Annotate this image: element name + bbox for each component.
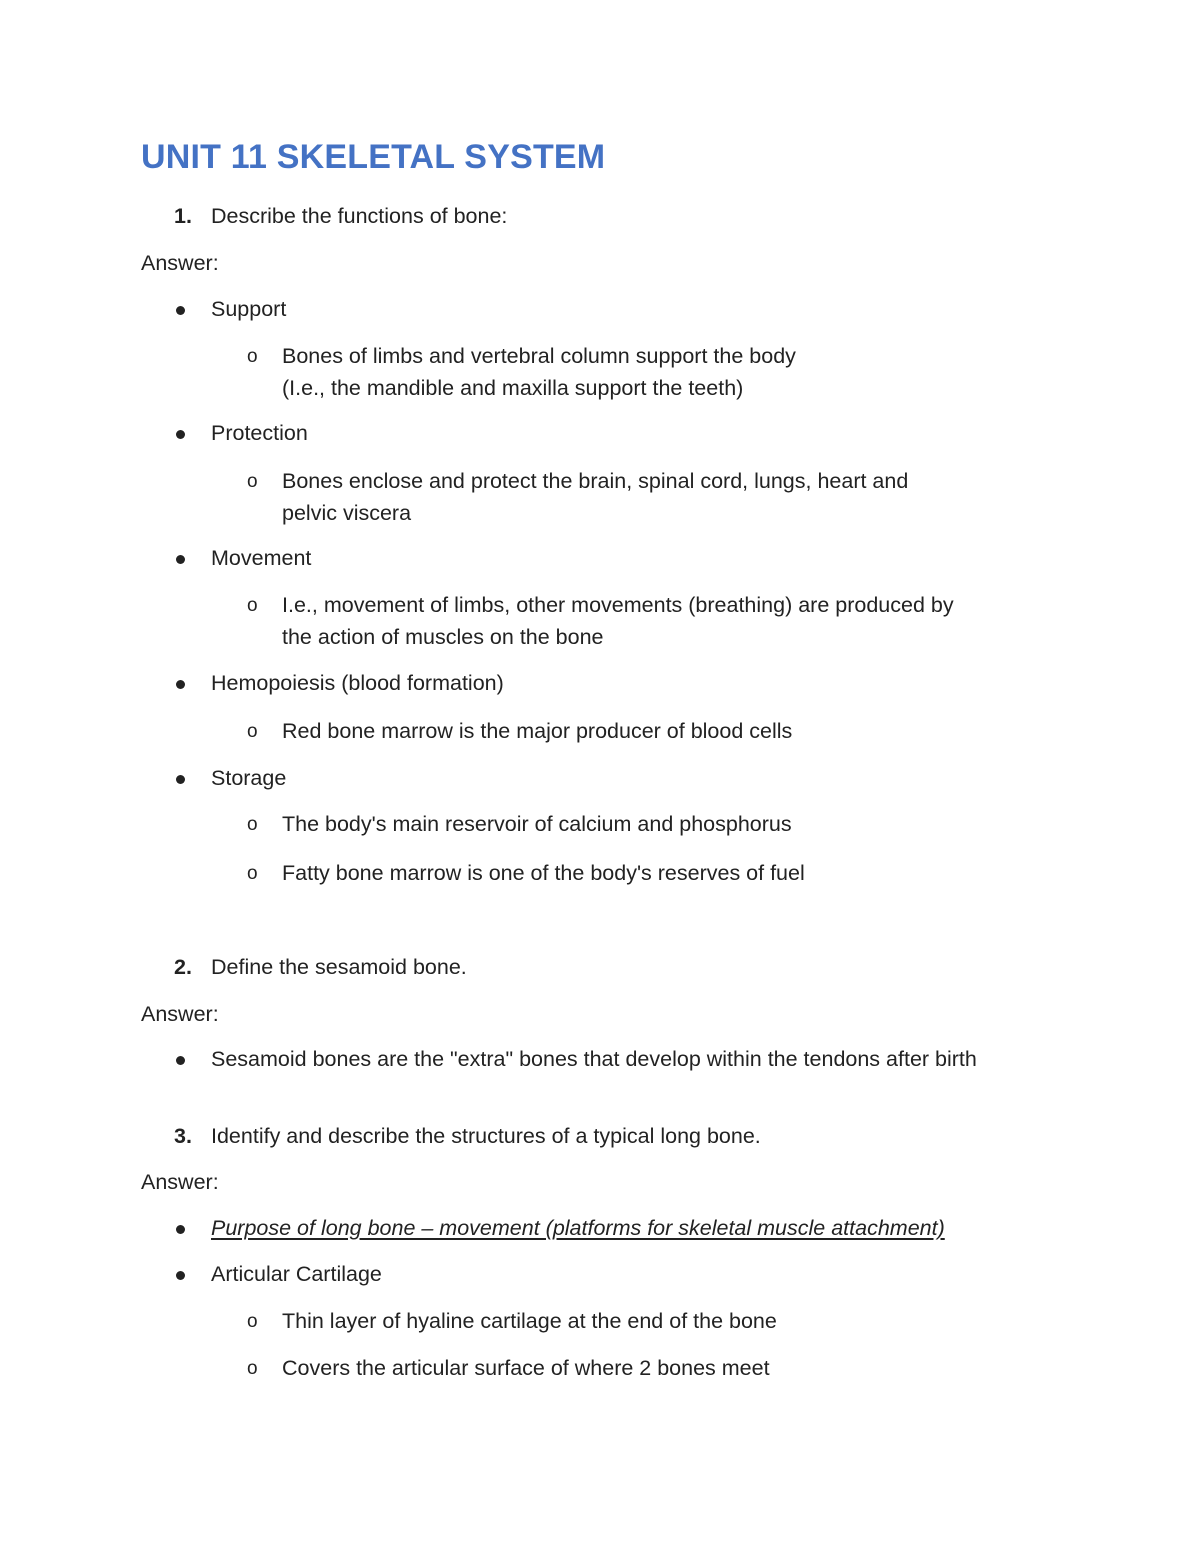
q1-hemopoiesis-line-1: Red bone marrow is the major producer of blood cells bbox=[282, 719, 793, 743]
bullet-icon bbox=[176, 775, 185, 784]
bullet-icon bbox=[176, 1225, 185, 1234]
q1-protection-line-1: Bones enclose and protect the brain, spinal cord, lungs, heart and bbox=[282, 469, 909, 493]
q1-item-movement: Movement bbox=[211, 546, 312, 570]
page-title: UNIT 11 SKELETAL SYSTEM bbox=[141, 138, 606, 176]
bullet-icon bbox=[176, 680, 185, 689]
q2-number: 2. bbox=[174, 955, 192, 979]
q1-item-protection: Protection bbox=[211, 421, 308, 445]
bullet-icon bbox=[176, 555, 185, 564]
q1-storage-line-2: Fatty bone marrow is one of the body's reserves of fuel bbox=[282, 861, 805, 885]
circle-bullet-icon: o bbox=[247, 1311, 258, 1332]
circle-bullet-icon: o bbox=[247, 863, 258, 884]
circle-bullet-icon: o bbox=[247, 471, 258, 492]
q2-text: Define the sesamoid bone. bbox=[211, 955, 467, 979]
q1-support-line-1: Bones of limbs and vertebral column support the body bbox=[282, 344, 796, 368]
q3-text: Identify and describe the structures of a typical long bone. bbox=[211, 1124, 761, 1148]
q3-number: 3. bbox=[174, 1124, 192, 1148]
q1-protection-line-2: pelvic viscera bbox=[282, 501, 412, 525]
q2-item-sesamoid: Sesamoid bones are the "extra" bones that develop within the tendons after birth bbox=[211, 1047, 977, 1071]
q2-answer-label: Answer: bbox=[141, 1002, 219, 1026]
q1-movement-line-1: I.e., movement of limbs, other movements (breathing) are produced by bbox=[282, 593, 954, 617]
q1-support-line-2: (I.e., the mandible and maxilla support the teeth) bbox=[282, 376, 744, 400]
q1-number: 1. bbox=[174, 204, 192, 228]
bullet-icon bbox=[176, 1056, 185, 1065]
q1-item-hemopoiesis: Hemopoiesis (blood formation) bbox=[211, 671, 504, 695]
bullet-icon bbox=[176, 306, 185, 315]
q1-movement-line-2: the action of muscles on the bone bbox=[282, 625, 604, 649]
q3-answer-label: Answer: bbox=[141, 1170, 219, 1194]
q1-text: Describe the functions of bone: bbox=[211, 204, 508, 228]
q1-answer-label: Answer: bbox=[141, 251, 219, 275]
circle-bullet-icon: o bbox=[247, 721, 258, 742]
circle-bullet-icon: o bbox=[247, 346, 258, 367]
q3-cartilage-line-2: Covers the articular surface of where 2 bones meet bbox=[282, 1356, 770, 1380]
q1-item-support: Support bbox=[211, 297, 287, 321]
q3-cartilage-line-1: Thin layer of hyaline cartilage at the end of the bone bbox=[282, 1309, 777, 1333]
q3-item-purpose: Purpose of long bone – movement (platforms for skeletal muscle attachment) bbox=[211, 1216, 945, 1240]
bullet-icon bbox=[176, 1271, 185, 1280]
bullet-icon bbox=[176, 430, 185, 439]
q1-item-storage: Storage bbox=[211, 766, 287, 790]
q1-storage-line-1: The body's main reservoir of calcium and phosphorus bbox=[282, 812, 792, 836]
circle-bullet-icon: o bbox=[247, 1358, 258, 1379]
q3-item-articular-cartilage: Articular Cartilage bbox=[211, 1262, 382, 1286]
circle-bullet-icon: o bbox=[247, 595, 258, 616]
circle-bullet-icon: o bbox=[247, 814, 258, 835]
